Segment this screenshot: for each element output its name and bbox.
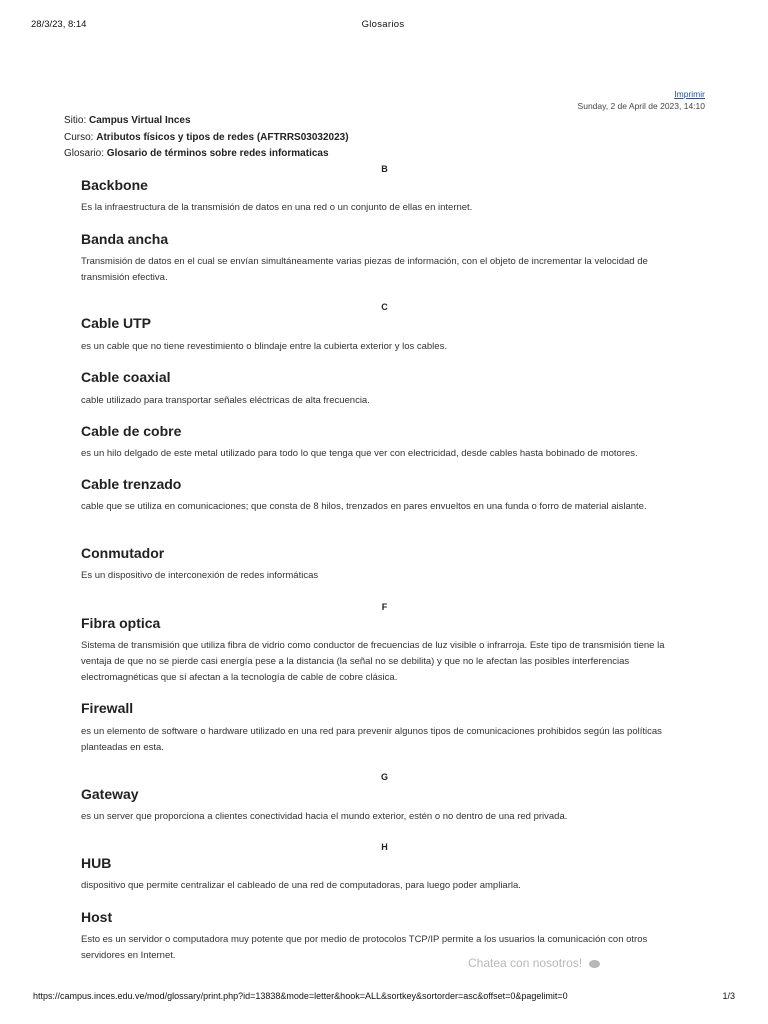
entry-term: HUB <box>81 855 112 871</box>
entry-term: Gateway <box>81 786 139 802</box>
course-value: Atributos físicos y tipos de redes (AFTRRS03032023) <box>96 131 349 143</box>
entry-term: Fibra optica <box>81 615 161 631</box>
entry-term: Cable de cobre <box>81 423 182 439</box>
print-header <box>31 19 735 33</box>
print-link[interactable]: Imprimir <box>674 89 705 99</box>
letter-heading-h: H <box>381 842 388 852</box>
entry-definition: Es la infraestructura de la transmisión de datos en una red o un conjunto de ellas en internet. <box>81 202 473 213</box>
entry-definition: Transmisión de datos en el cual se envían simultáneamente varias piezas de información, con el objeto de incrementar la velocidad de transmisión efectiva. <box>81 256 648 283</box>
print-title: Glosarios <box>361 19 405 30</box>
chat-bubbles-icon <box>589 960 600 968</box>
letter-heading-c: C <box>381 302 388 312</box>
glossary-value: Glosario de términos sobre redes informaticas <box>106 148 329 159</box>
course-row <box>64 130 349 147</box>
letter-heading-g: G <box>380 772 388 782</box>
page-number: 1/3 <box>722 991 735 1001</box>
entry-definition: dispositivo que permite centralizar el cableado de una red de computadoras, para luego poder ampliarla. <box>81 880 521 891</box>
entry-term: Cable trenzado <box>81 476 182 492</box>
entry-definition: es un server que proporciona a clientes conectividad hacia el mundo exterior, estén o no dentro de una red privada. <box>81 811 568 822</box>
site-value: Campus Virtual Inces <box>89 115 191 126</box>
entry-definition: Sistema de transmisión que utiliza fibra de vidrio como conductor de frecuencias de luz visible o infrarroja. Este tipo de transmisión tiene la ventaja de que no se pierde casi energía pese a la distancia (la señal no se debilita) y que no le afectan las posibles interferencias electromagnéticas que sí afectan a la tecnología de cable de cobre clásica. <box>81 640 665 683</box>
entry-definition: es un cable que no tiene revestimiento o blindaje entre la cubierta exterior y los cables. <box>81 341 447 352</box>
entry-term: Backbone <box>81 177 148 193</box>
print-datetime: 28/3/23, 8:14 <box>31 19 87 30</box>
entry-definition: cable utilizado para transportar señales eléctricas de alta frecuencia. <box>81 395 370 406</box>
entry-term: Cable coaxial <box>81 369 171 385</box>
page-url: https://campus.inces.edu.ve/mod/glossary/print.php?id=13838&mode=letter&hook=ALL&sortkey&sortorder=asc&offset=0&pagelimit=0 <box>33 991 568 1001</box>
glossary-label: Glosario: <box>64 148 105 159</box>
entry-term: Banda ancha <box>81 231 169 247</box>
print-date: Sunday, 2 de April de 2023, 14:10 <box>577 101 705 111</box>
site-row <box>64 113 349 130</box>
entry-definition: es un elemento de software o hardware utilizado en una red para prevenir algunos tipos de comunicaciones prohibidos según las políticas planteadas en esta. <box>81 726 662 753</box>
print-actions <box>578 89 705 113</box>
chat-widget[interactable] <box>466 955 602 971</box>
entry-definition: Es un dispositivo de interconexión de redes informáticas <box>81 570 319 581</box>
letter-heading-b: B <box>381 164 388 174</box>
entry-term: Conmutador <box>81 545 165 561</box>
glossary-meta <box>64 113 349 163</box>
site-label: Sitio: <box>64 115 87 126</box>
glossary-row <box>64 146 349 163</box>
entry-term: Cable UTP <box>81 315 152 331</box>
entry-definition: es un hilo delgado de este metal utilizado para todo lo que tenga que ver con electricidad, desde cables hasta bobinado de motores. <box>81 448 638 459</box>
entry-term: Host <box>81 909 113 925</box>
chat-label: Chatea con nosotros! <box>468 956 583 970</box>
entry-definition: cable que se utiliza en comunicaciones; que consta de 8 hilos, trenzados en pares envueltos en una funda o forro de material aislante. <box>81 501 647 512</box>
course-label: Curso: <box>64 131 94 143</box>
entry-definition: Esto es un servidor o computadora muy potente que por medio de protocolos TCP/IP permite a los usuarios la comunicación con otros servidores en Internet. <box>81 934 648 961</box>
entry-term: Firewall <box>81 700 134 716</box>
letter-heading-f: F <box>381 602 388 612</box>
